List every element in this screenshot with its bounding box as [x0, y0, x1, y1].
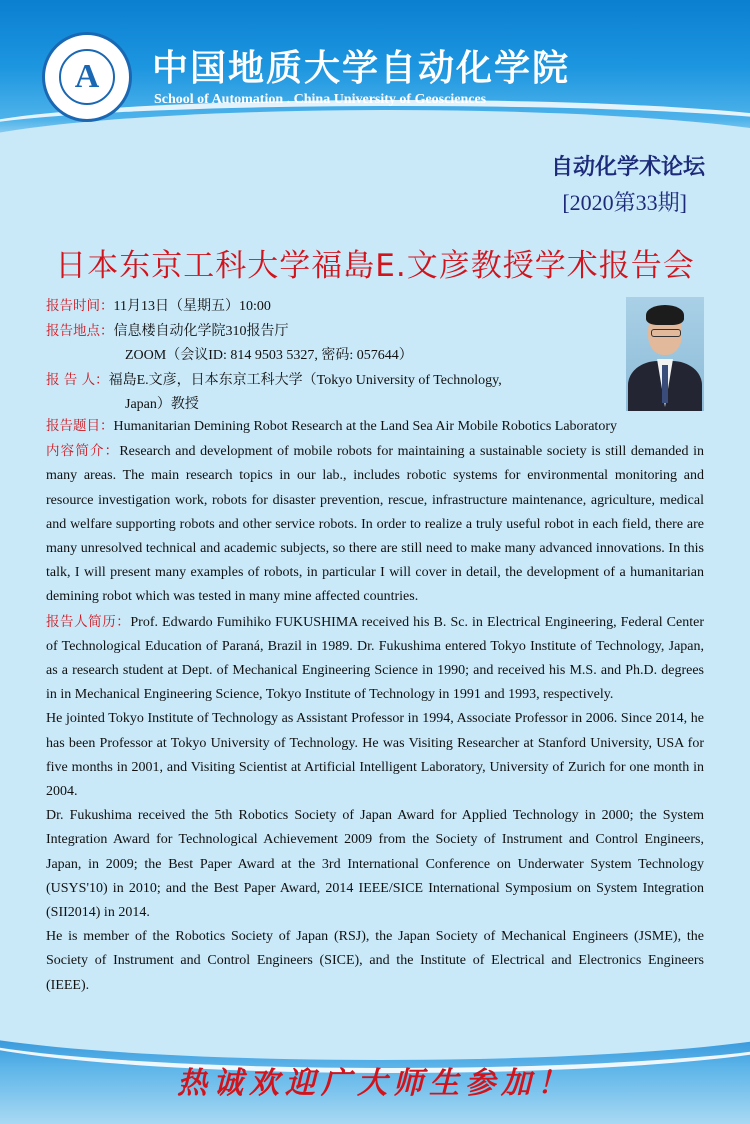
school-name-cn: 中国地质大学自动化学院 [152, 47, 571, 89]
logo-emblem-icon [59, 49, 115, 105]
bio-label: 报告人简历： [46, 613, 131, 630]
topic-paragraph [46, 414, 704, 439]
talk-time-label: 报告时间： [46, 298, 114, 314]
logo-letter: A [74, 58, 100, 95]
topic-label: 报告题目： [46, 418, 114, 434]
page-title: 日本东京工科大学福島E.文彦教授学术报告会 [55, 248, 695, 284]
bio-paragraph-4: He is member of the Robotics Society of Japan (RSJ), the Japan Society of Mechanical Engineers (JSME), the Society of Instrument and Control Engineers (SICE), and the Institute of Electrical and Electronics Engineers (IEEE). [46, 929, 704, 993]
topic-value: Humanitarian Demining Robot Research at the Land Sea Air Mobile Robotics Laboratory [113, 419, 617, 434]
talk-time-row [46, 294, 616, 319]
welcome-slogan: 热诚欢迎广大师生参加！ [177, 1066, 573, 1101]
photo-hair [646, 305, 684, 325]
speaker-value-cont: Japan）教授 [125, 397, 199, 412]
talk-time-value: 11月13日（星期五）10:00 [113, 299, 271, 314]
photo-glasses [651, 329, 681, 337]
school-name-en: School of Automation . China University of Geosciences [154, 92, 487, 107]
abstract-label: 内容简介： [46, 443, 120, 460]
speaker-row [46, 368, 616, 393]
talk-place-row [46, 319, 616, 344]
bio-paragraph-2: He jointed Tokyo Institute of Technology as Assistant Professor in 1994, Associate Professor in 2006. Since 2014, he has been Professor at Tokyo University of Technology. He was Visiting Researcher at Stanford University, USA for five months in 2001, and Visiting Scientist at Artificial Intelligent Laboratory, University of Zurich for one month in 2004. [46, 711, 704, 800]
bio-p1: Prof. Edwardo Fumihiko FUKUSHIMA received his B. Sc. in Electrical Engineering, Federal Center of Technological Education of Paraná, Brazil in 1989. Dr. Fukushima entered Tokyo Institute of Technology, Japan, as a research student at Dept. of Mechanical Engineering Science in 1990; and received his M.S. and Ph.D. degrees in in Mechanical Engineering Science, Tokyo Institute of Technology in 1991 and 1993, respectively. [46, 614, 704, 703]
abstract-value: Research and development of mobile robots for maintaining a sustainable society is still demanded in many areas. The main research topics in our lab., includes robotic systems for environmental monitoring and resource investigation work, robots for disaster prevention, rescue, infrastructure maintenance, agriculture, medical and welfare supporting robots and other service robots. In order to realize a truly useful robot in each field, there are many unresolved technical and academic subjects, so there are still need to make many advanced innovations. In this talk, I will present many examples of robots, in particular I will cover in detail, the development of a humanitarian demining robot which was tested in many mine affected countries. [46, 444, 704, 605]
photo-tie [662, 365, 668, 403]
bio-paragraph-3: Dr. Fukushima received the 5th Robotics Society of Japan Award for Applied Technology in 2000; the System Integration Award for Technological Achievement 2009 from the Society of Instrument and Control Engineers, Japan, in 2009; the Best Paper Award at the 3rd International Conference on Underwater System Technology (USYS'10) in 2010; and the Best Paper Award, 2014 IEEE/SICE International Symposium on System Integration (SII2014) in 2014. [46, 808, 704, 921]
talk-info [46, 294, 616, 417]
talk-place-value: 信息楼自动化学院310报告厅 [113, 324, 289, 339]
speaker-value: 福島E.文彦，日本东京工科大学（Tokyo University of Technology, [108, 373, 502, 388]
speaker-photo [626, 297, 704, 411]
talk-place-label: 报告地点： [46, 323, 114, 339]
forum-title: 自动化学术论坛 [550, 155, 705, 180]
bio-paragraph-1 [46, 610, 704, 708]
zoom-info: ZOOM（会议ID: 814 9503 5327, 密码: 057644） [125, 348, 413, 363]
forum-issue: [2020第33期] [562, 190, 687, 215]
speaker-label: 报 告 人： [46, 372, 109, 388]
abstract-paragraph [46, 439, 704, 609]
talk-details [46, 414, 704, 998]
university-logo [42, 32, 132, 122]
